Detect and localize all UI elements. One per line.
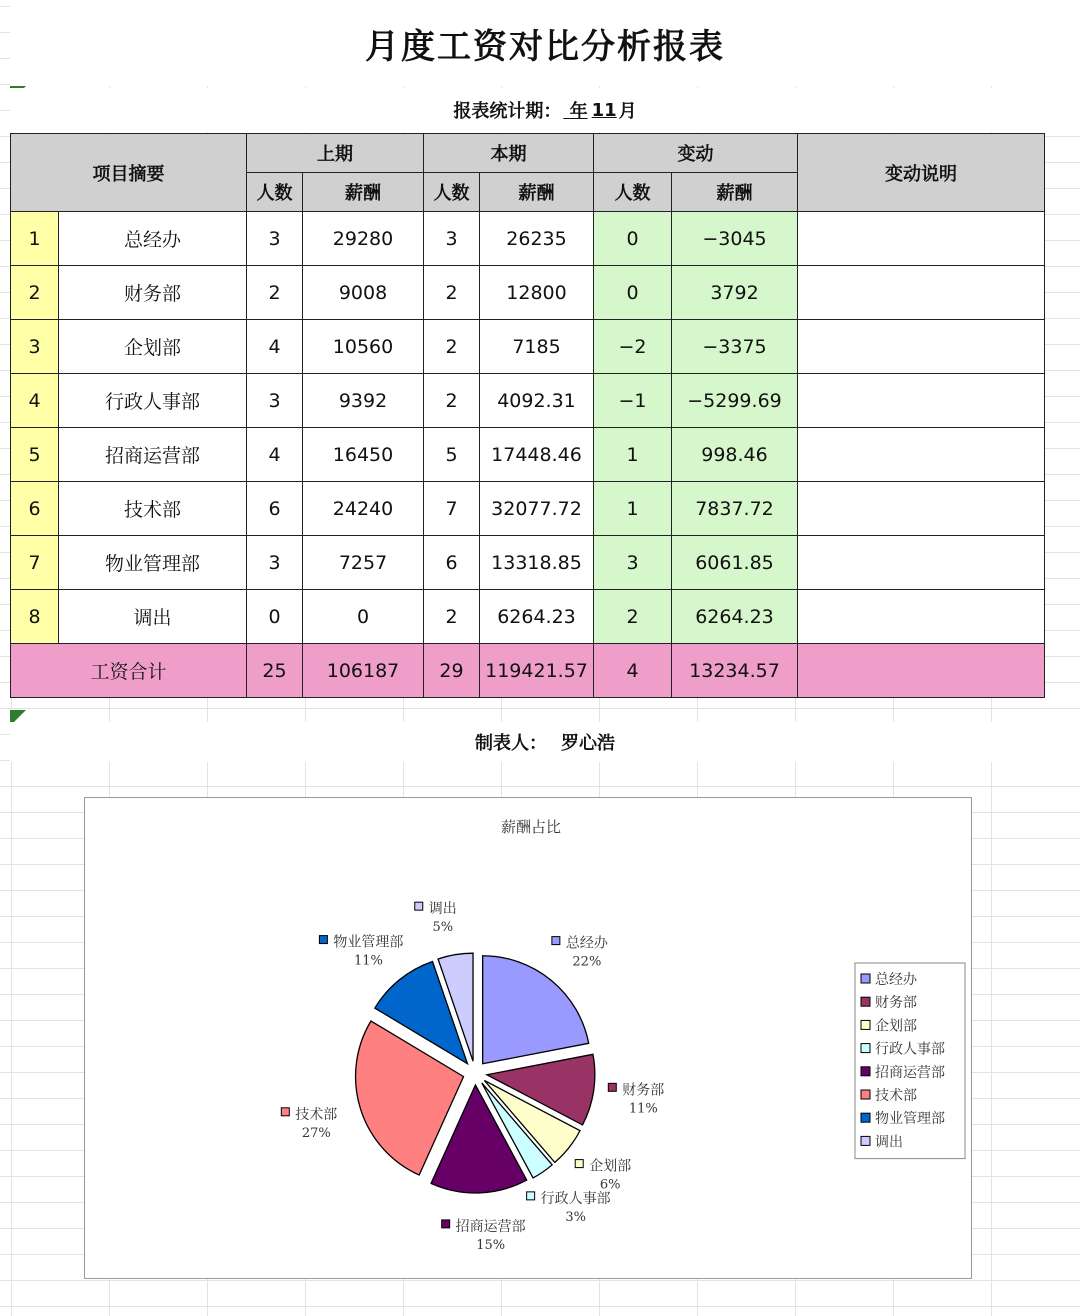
slice-percent: 3% (565, 1209, 586, 1225)
pie-slices (353, 953, 595, 1193)
change-count[interactable]: 0 (594, 266, 672, 320)
table-row (11, 536, 1045, 590)
legend-item[interactable]: 调出 (875, 1134, 903, 1151)
table-row (11, 374, 1045, 428)
table-row (11, 266, 1045, 320)
dept-name[interactable]: 企划部 (59, 320, 247, 374)
change-note[interactable] (798, 266, 1045, 320)
slice-percent: 11% (628, 1101, 658, 1117)
row-index[interactable]: 1 (11, 212, 59, 266)
slice-label-key (575, 1160, 583, 1168)
header-note: 变动说明 (798, 134, 1045, 212)
change-salary[interactable]: 998.46 (672, 428, 798, 482)
slice-label: 财务部 (622, 1082, 665, 1099)
prev-salary[interactable]: 29280 (303, 212, 424, 266)
pie-chart-svg (85, 798, 971, 1278)
change-count[interactable]: 1 (594, 428, 672, 482)
total-prev-salary[interactable]: 106187 (303, 644, 424, 698)
curr-count[interactable]: 3 (424, 212, 480, 266)
change-note[interactable] (798, 374, 1045, 428)
slice-label-key (415, 902, 423, 910)
header-prev-salary: 薪酬 (303, 173, 424, 212)
slice-label-key (552, 937, 560, 945)
table-row (11, 212, 1045, 266)
curr-salary[interactable]: 7185 (480, 320, 594, 374)
slice-label-key (281, 1108, 289, 1116)
legend-swatch (861, 974, 870, 983)
prev-count[interactable]: 0 (247, 590, 303, 644)
prev-count[interactable]: 4 (247, 428, 303, 482)
curr-salary[interactable]: 12800 (480, 266, 594, 320)
row-index[interactable]: 4 (11, 374, 59, 428)
change-salary[interactable]: −5299.69 (672, 374, 798, 428)
legend-item[interactable]: 技术部 (875, 1088, 917, 1104)
dept-name[interactable]: 财务部 (59, 266, 247, 320)
header-curr-count: 人数 (424, 173, 480, 212)
header-item: 项目摘要 (11, 134, 247, 212)
prev-count[interactable]: 4 (247, 320, 303, 374)
header-prev-count: 人数 (247, 173, 303, 212)
salary-table (10, 133, 1045, 698)
prev-salary[interactable]: 7257 (303, 536, 424, 590)
total-label[interactable]: 工资合计 (11, 644, 247, 698)
total-change-salary[interactable]: 13234.57 (672, 644, 798, 698)
prev-count[interactable]: 2 (247, 266, 303, 320)
row-index[interactable]: 2 (11, 266, 59, 320)
change-salary[interactable]: −3045 (672, 212, 798, 266)
curr-count[interactable]: 7 (424, 482, 480, 536)
change-note[interactable] (798, 536, 1045, 590)
prev-count[interactable]: 3 (247, 212, 303, 266)
table-row (11, 428, 1045, 482)
change-note[interactable] (798, 428, 1045, 482)
legend-item[interactable]: 企划部 (875, 1018, 917, 1035)
legend-item[interactable]: 总经办 (875, 972, 917, 988)
pie-slice[interactable] (483, 956, 589, 1064)
change-count[interactable]: −1 (594, 374, 672, 428)
slice-label: 企划部 (589, 1158, 632, 1175)
legend-box (855, 963, 965, 1159)
slice-label-key (608, 1083, 616, 1091)
maker-label: 制表人： (475, 733, 547, 754)
maker-name[interactable]: 罗心浩 (561, 733, 615, 754)
curr-count[interactable]: 2 (424, 374, 480, 428)
change-count[interactable]: 2 (594, 590, 672, 644)
legend-swatch (861, 997, 870, 1006)
slice-percent: 22% (572, 954, 602, 970)
total-change-count[interactable]: 4 (594, 644, 672, 698)
curr-salary[interactable]: 6264.23 (480, 590, 594, 644)
dept-name[interactable]: 总经办 (59, 212, 247, 266)
chart-title: 薪酬占比 (500, 818, 562, 836)
prev-salary[interactable]: 10560 (303, 320, 424, 374)
legend-swatch (861, 1136, 870, 1145)
change-note[interactable] (798, 482, 1045, 536)
period-label: 报表统计期： (453, 101, 562, 122)
curr-count[interactable]: 2 (424, 266, 480, 320)
change-salary[interactable]: 7837.72 (672, 482, 798, 536)
change-salary[interactable]: 6264.23 (672, 590, 798, 644)
total-row (11, 644, 1045, 698)
legend-item[interactable]: 招商运营部 (875, 1064, 945, 1081)
total-note[interactable] (798, 644, 1045, 698)
slice-percent: 5% (432, 920, 454, 936)
slice-percent: 6% (599, 1177, 621, 1193)
curr-salary[interactable]: 32077.72 (480, 482, 594, 536)
legend-item[interactable]: 行政人事部 (875, 1041, 945, 1058)
prev-salary[interactable]: 9008 (303, 266, 424, 320)
slice-percent: 11% (353, 953, 383, 969)
curr-salary[interactable]: 4092.31 (480, 374, 594, 428)
report-maker (10, 722, 1080, 762)
header-change: 变动 (594, 134, 798, 173)
slice-label: 物业管理部 (333, 934, 404, 951)
header-change-salary: 薪酬 (672, 173, 798, 212)
dept-name[interactable]: 物业管理部 (59, 536, 247, 590)
curr-salary[interactable]: 17448.46 (480, 428, 594, 482)
prev-salary[interactable]: 24240 (303, 482, 424, 536)
slice-percent: 27% (301, 1125, 331, 1141)
period-month-suffix: 月 (618, 101, 637, 122)
table-row (11, 590, 1045, 644)
row-index[interactable]: 8 (11, 590, 59, 644)
total-curr-salary[interactable]: 119421.57 (480, 644, 594, 698)
header-change-count: 人数 (594, 173, 672, 212)
slice-label-key (319, 936, 327, 944)
legend-item[interactable]: 财务部 (875, 995, 917, 1012)
header-curr: 本期 (424, 134, 594, 173)
dept-name[interactable]: 招商运营部 (59, 428, 247, 482)
row-index[interactable]: 7 (11, 536, 59, 590)
slice-label-key (527, 1192, 535, 1200)
change-note[interactable] (798, 590, 1045, 644)
slice-label: 技术部 (295, 1106, 338, 1123)
total-curr-count[interactable]: 29 (424, 644, 480, 698)
row-index[interactable]: 3 (11, 320, 59, 374)
dept-name[interactable]: 技术部 (59, 482, 247, 536)
legend-swatch (861, 1067, 870, 1076)
report-title: 月度工资对比分析报表 (10, 0, 1080, 86)
period-month[interactable]: 11 (591, 99, 617, 121)
prev-count[interactable]: 6 (247, 482, 303, 536)
header-prev: 上期 (247, 134, 424, 173)
period-year-suffix: 年 (569, 101, 588, 122)
change-salary[interactable]: 6061.85 (672, 536, 798, 590)
prev-count[interactable]: 3 (247, 536, 303, 590)
dept-name[interactable]: 调出 (59, 590, 247, 644)
curr-salary[interactable]: 26235 (480, 212, 594, 266)
legend-swatch (861, 1020, 870, 1029)
total-prev-count[interactable]: 25 (247, 644, 303, 698)
period-year-blank[interactable] (561, 97, 589, 123)
change-salary[interactable]: −3375 (672, 320, 798, 374)
row-index[interactable]: 6 (11, 482, 59, 536)
prev-salary[interactable]: 16450 (303, 428, 424, 482)
change-salary[interactable]: 3792 (672, 266, 798, 320)
slice-percent: 15% (476, 1237, 506, 1253)
slice-label: 调出 (428, 901, 457, 918)
legend-swatch (861, 1044, 870, 1053)
report-period (10, 88, 1080, 132)
row-index[interactable]: 5 (11, 428, 59, 482)
pie-chart[interactable] (84, 797, 972, 1279)
change-note[interactable] (798, 212, 1045, 266)
legend-item[interactable]: 物业管理部 (875, 1111, 945, 1128)
slice-label-key (442, 1220, 450, 1228)
legend-swatch (861, 1113, 870, 1122)
chart-legend[interactable] (855, 963, 965, 1159)
change-count[interactable]: 0 (594, 212, 672, 266)
change-count[interactable]: 3 (594, 536, 672, 590)
prev-count[interactable]: 3 (247, 374, 303, 428)
slice-label: 总经办 (565, 935, 608, 952)
curr-count[interactable]: 5 (424, 428, 480, 482)
prev-salary[interactable]: 0 (303, 590, 424, 644)
change-count[interactable]: 1 (594, 482, 672, 536)
slice-label: 招商运营部 (455, 1218, 526, 1235)
change-count[interactable]: −2 (594, 320, 672, 374)
curr-count[interactable]: 2 (424, 320, 480, 374)
header-curr-salary: 薪酬 (480, 173, 594, 212)
curr-count[interactable]: 2 (424, 590, 480, 644)
table-row (11, 320, 1045, 374)
prev-salary[interactable]: 9392 (303, 374, 424, 428)
change-note[interactable] (798, 320, 1045, 374)
slice-label: 行政人事部 (540, 1190, 611, 1207)
table-row (11, 482, 1045, 536)
legend-swatch (861, 1090, 870, 1099)
curr-salary[interactable]: 13318.85 (480, 536, 594, 590)
curr-count[interactable]: 6 (424, 536, 480, 590)
dept-name[interactable]: 行政人事部 (59, 374, 247, 428)
